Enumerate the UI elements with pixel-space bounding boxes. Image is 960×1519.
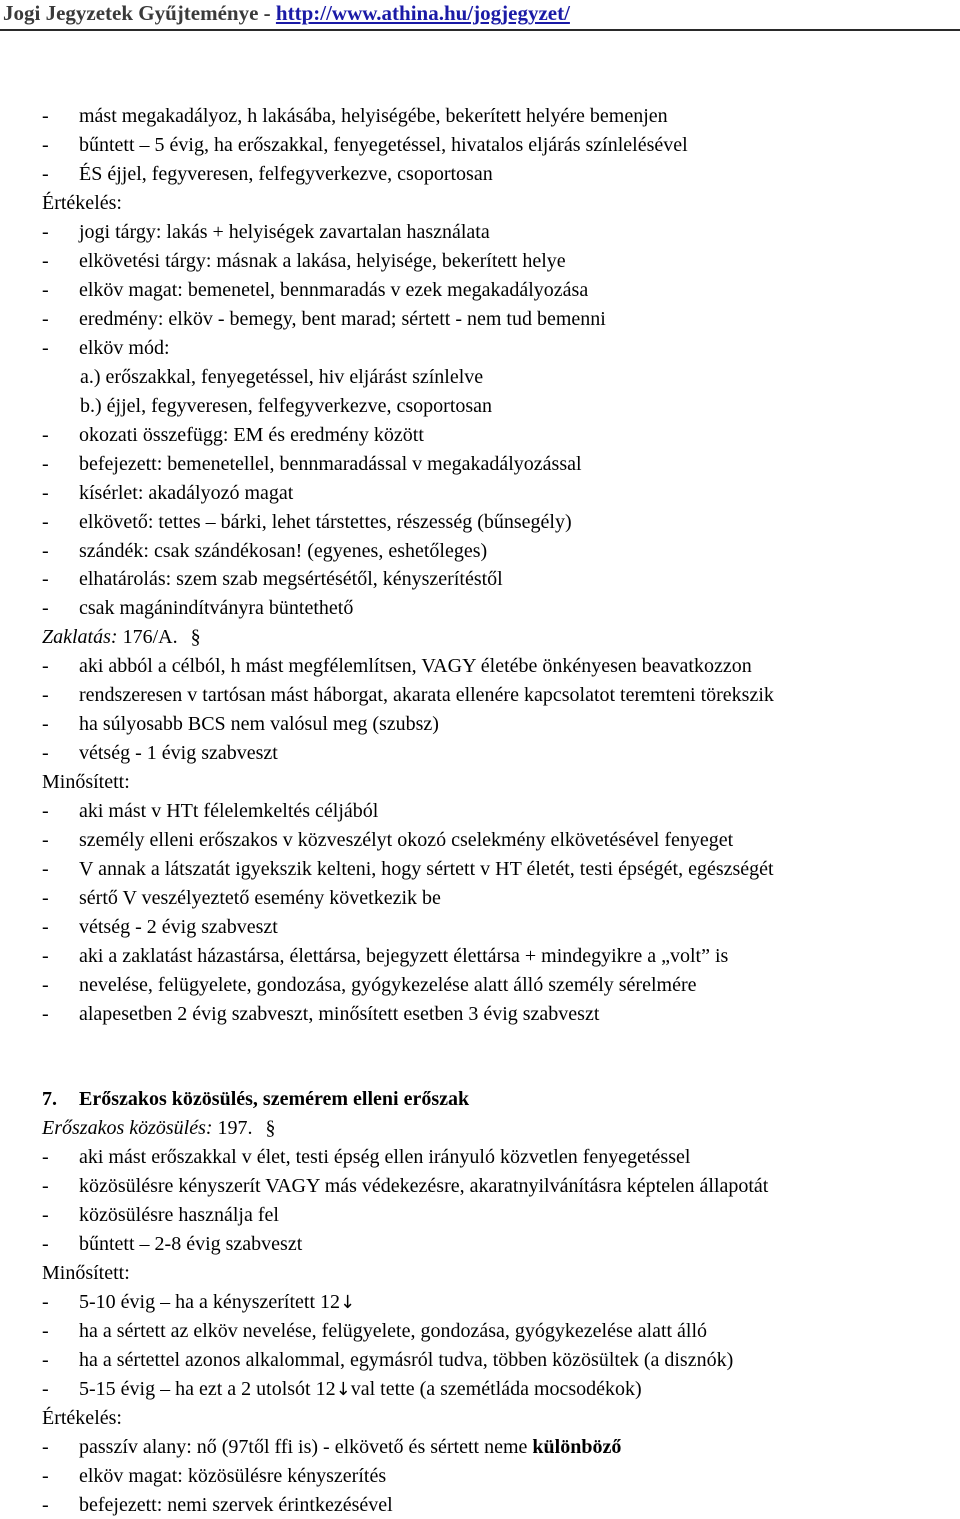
- list-item: - aki mást v HTt félelemkeltés céljából: [42, 800, 379, 822]
- list-item: - rendszeresen v tartósan mást háborgat, akarata ellenére kapcsolatot teremteni törekszik: [42, 684, 774, 706]
- list-item: - közösülésre kényszerít VAGY más védekezésre, akaratnyilvánításra képtelen állapotát: [42, 1175, 769, 1197]
- list-item: - ha a sértett az elköv nevelése, felügyelete, gondozása, gyógykezelése alatt álló: [42, 1320, 708, 1342]
- list-item: - ha súlyosabb BCS nem valósul meg (szubsz): [42, 713, 439, 735]
- list-item: - személy elleni erőszakos v közveszélyt okozó cselekmény elkövetésével fenyeget: [42, 829, 734, 851]
- list-item: - 5-10 évig – ha a kényszerített 12↓: [42, 1291, 356, 1313]
- list-item: - csak magánindítványra büntethető: [42, 597, 354, 619]
- minositett-heading: Minősített:: [42, 771, 130, 793]
- list-item: - vétség - 1 évig szabveszt: [42, 742, 278, 764]
- list-item: - befejezett: bemenetellel, bennmaradással v megakadályozással: [42, 453, 582, 475]
- minositett-heading: Minősített:: [42, 1262, 130, 1284]
- list-item: - passzív alany: nő (97től ffi is) - elkövető és sértett neme különböző: [42, 1436, 622, 1458]
- list-item: - aki mást erőszakkal v élet, testi épség ellen irányuló közvetlen fenyegetéssel: [42, 1146, 691, 1168]
- list-item: - okozati összefügg: EM és eredmény között: [42, 424, 424, 446]
- list-item: - V annak a látszatát igyekszik kelteni, hogy sértett v HT életét, testi épségét, egészségét: [42, 858, 774, 880]
- list-item: - sértő V veszélyeztető esemény következik be: [42, 887, 441, 909]
- paragraph-sign: §: [190, 626, 201, 648]
- subsection-heading: Erőszakos közösülés: 197. §: [42, 1117, 276, 1139]
- list-item: - ÉS éjjel, fegyveresen, felfegyverkezve, csoportosan: [42, 163, 493, 185]
- list-item: - szándék: csak szándékosan! (egyenes, eshetőleges): [42, 540, 488, 562]
- sub-item-b: b.) éjjel, fegyveresen, felfegyverkezve, csoportosan: [80, 395, 493, 417]
- list-item: - elkövető: tettes – bárki, lehet társtettes, részesség (bűnsegély): [42, 511, 572, 533]
- header-url-link[interactable]: http://www.athina.hu/jogjegyzet/: [275, 1, 570, 25]
- list-item: - 5-15 évig – ha ezt a 2 utolsót 12↓val tette (a szemétláda mocsodékok): [42, 1378, 642, 1400]
- ertekeles-heading: Értékelés:: [42, 192, 122, 214]
- list-item: - ha a sértettel azonos alkalommal, egymásról tudva, többen közösültek (a disznók): [42, 1349, 734, 1371]
- list-item: - elkövetési tárgy: másnak a lakása, helyisége, bekerített helye: [42, 250, 566, 272]
- arrow-down-icon: ↓: [335, 1379, 351, 1400]
- arrow-down-icon: ↓: [340, 1292, 356, 1313]
- list-item: - jogi tárgy: lakás + helyiségek zavartalan használata: [42, 221, 490, 243]
- list-item: - alapesetben 2 évig szabveszt, minősített esetben 3 évig szabveszt: [42, 1003, 600, 1025]
- list-item: - kísérlet: akadályozó magat: [42, 482, 294, 504]
- list-item: - mást megakadályoz, h lakásába, helyiségébe, bekerített helyére bemenjen: [42, 105, 668, 127]
- list-item: - aki a zaklatást házastársa, élettársa, bejegyzett élettársa + mindegyikre a „volt” is: [42, 945, 729, 967]
- list-item: - elköv mód:: [42, 337, 170, 359]
- list-item: - elhatárolás: szem szab megsértésétől, kényszerítéstől: [42, 568, 503, 590]
- paragraph-sign: §: [265, 1117, 276, 1139]
- list-item: - nevelése, felügyelete, gondozása, gyógykezelése alatt álló személy sérelmére: [42, 974, 697, 996]
- list-item: - közösülésre használja fel: [42, 1204, 279, 1226]
- list-item: - bűntett – 2-8 évig szabveszt: [42, 1233, 303, 1255]
- header-title: Jogi Jegyzetek Gyűjteménye -: [3, 1, 276, 25]
- list-item: - elköv magat: közösülésre kényszerítés: [42, 1465, 387, 1487]
- sub-item-a: a.) erőszakkal, fenyegetéssel, hiv eljárást színlelve: [80, 366, 484, 388]
- list-item: - befejezett: nemi szervek érintkezésével: [42, 1494, 393, 1516]
- header-divider: [0, 29, 960, 31]
- document-header: [3, 0, 570, 26]
- list-item: - vétség - 2 évig szabveszt: [42, 916, 278, 938]
- list-item: - elköv magat: bemenetel, bennmaradás v ezek megakadályozása: [42, 279, 589, 301]
- zaklatas-heading: Zaklatás: 176/A. §: [42, 626, 201, 648]
- list-item: - bűntett – 5 évig, ha erőszakkal, fenyegetéssel, hivatalos eljárás színlelésével: [42, 134, 688, 156]
- list-item: - eredmény: elköv - bemegy, bent marad; sértett - nem tud bemenni: [42, 308, 606, 330]
- ertekeles-heading: Értékelés:: [42, 1407, 122, 1429]
- section-heading: 7. Erőszakos közösülés, szemérem elleni erőszak: [42, 1088, 470, 1110]
- list-item: - aki abból a célból, h mást megfélemlítsen, VAGY életébe önkényesen beavatkozzon: [42, 655, 752, 677]
- emphasis-text: különböző: [532, 1436, 622, 1458]
